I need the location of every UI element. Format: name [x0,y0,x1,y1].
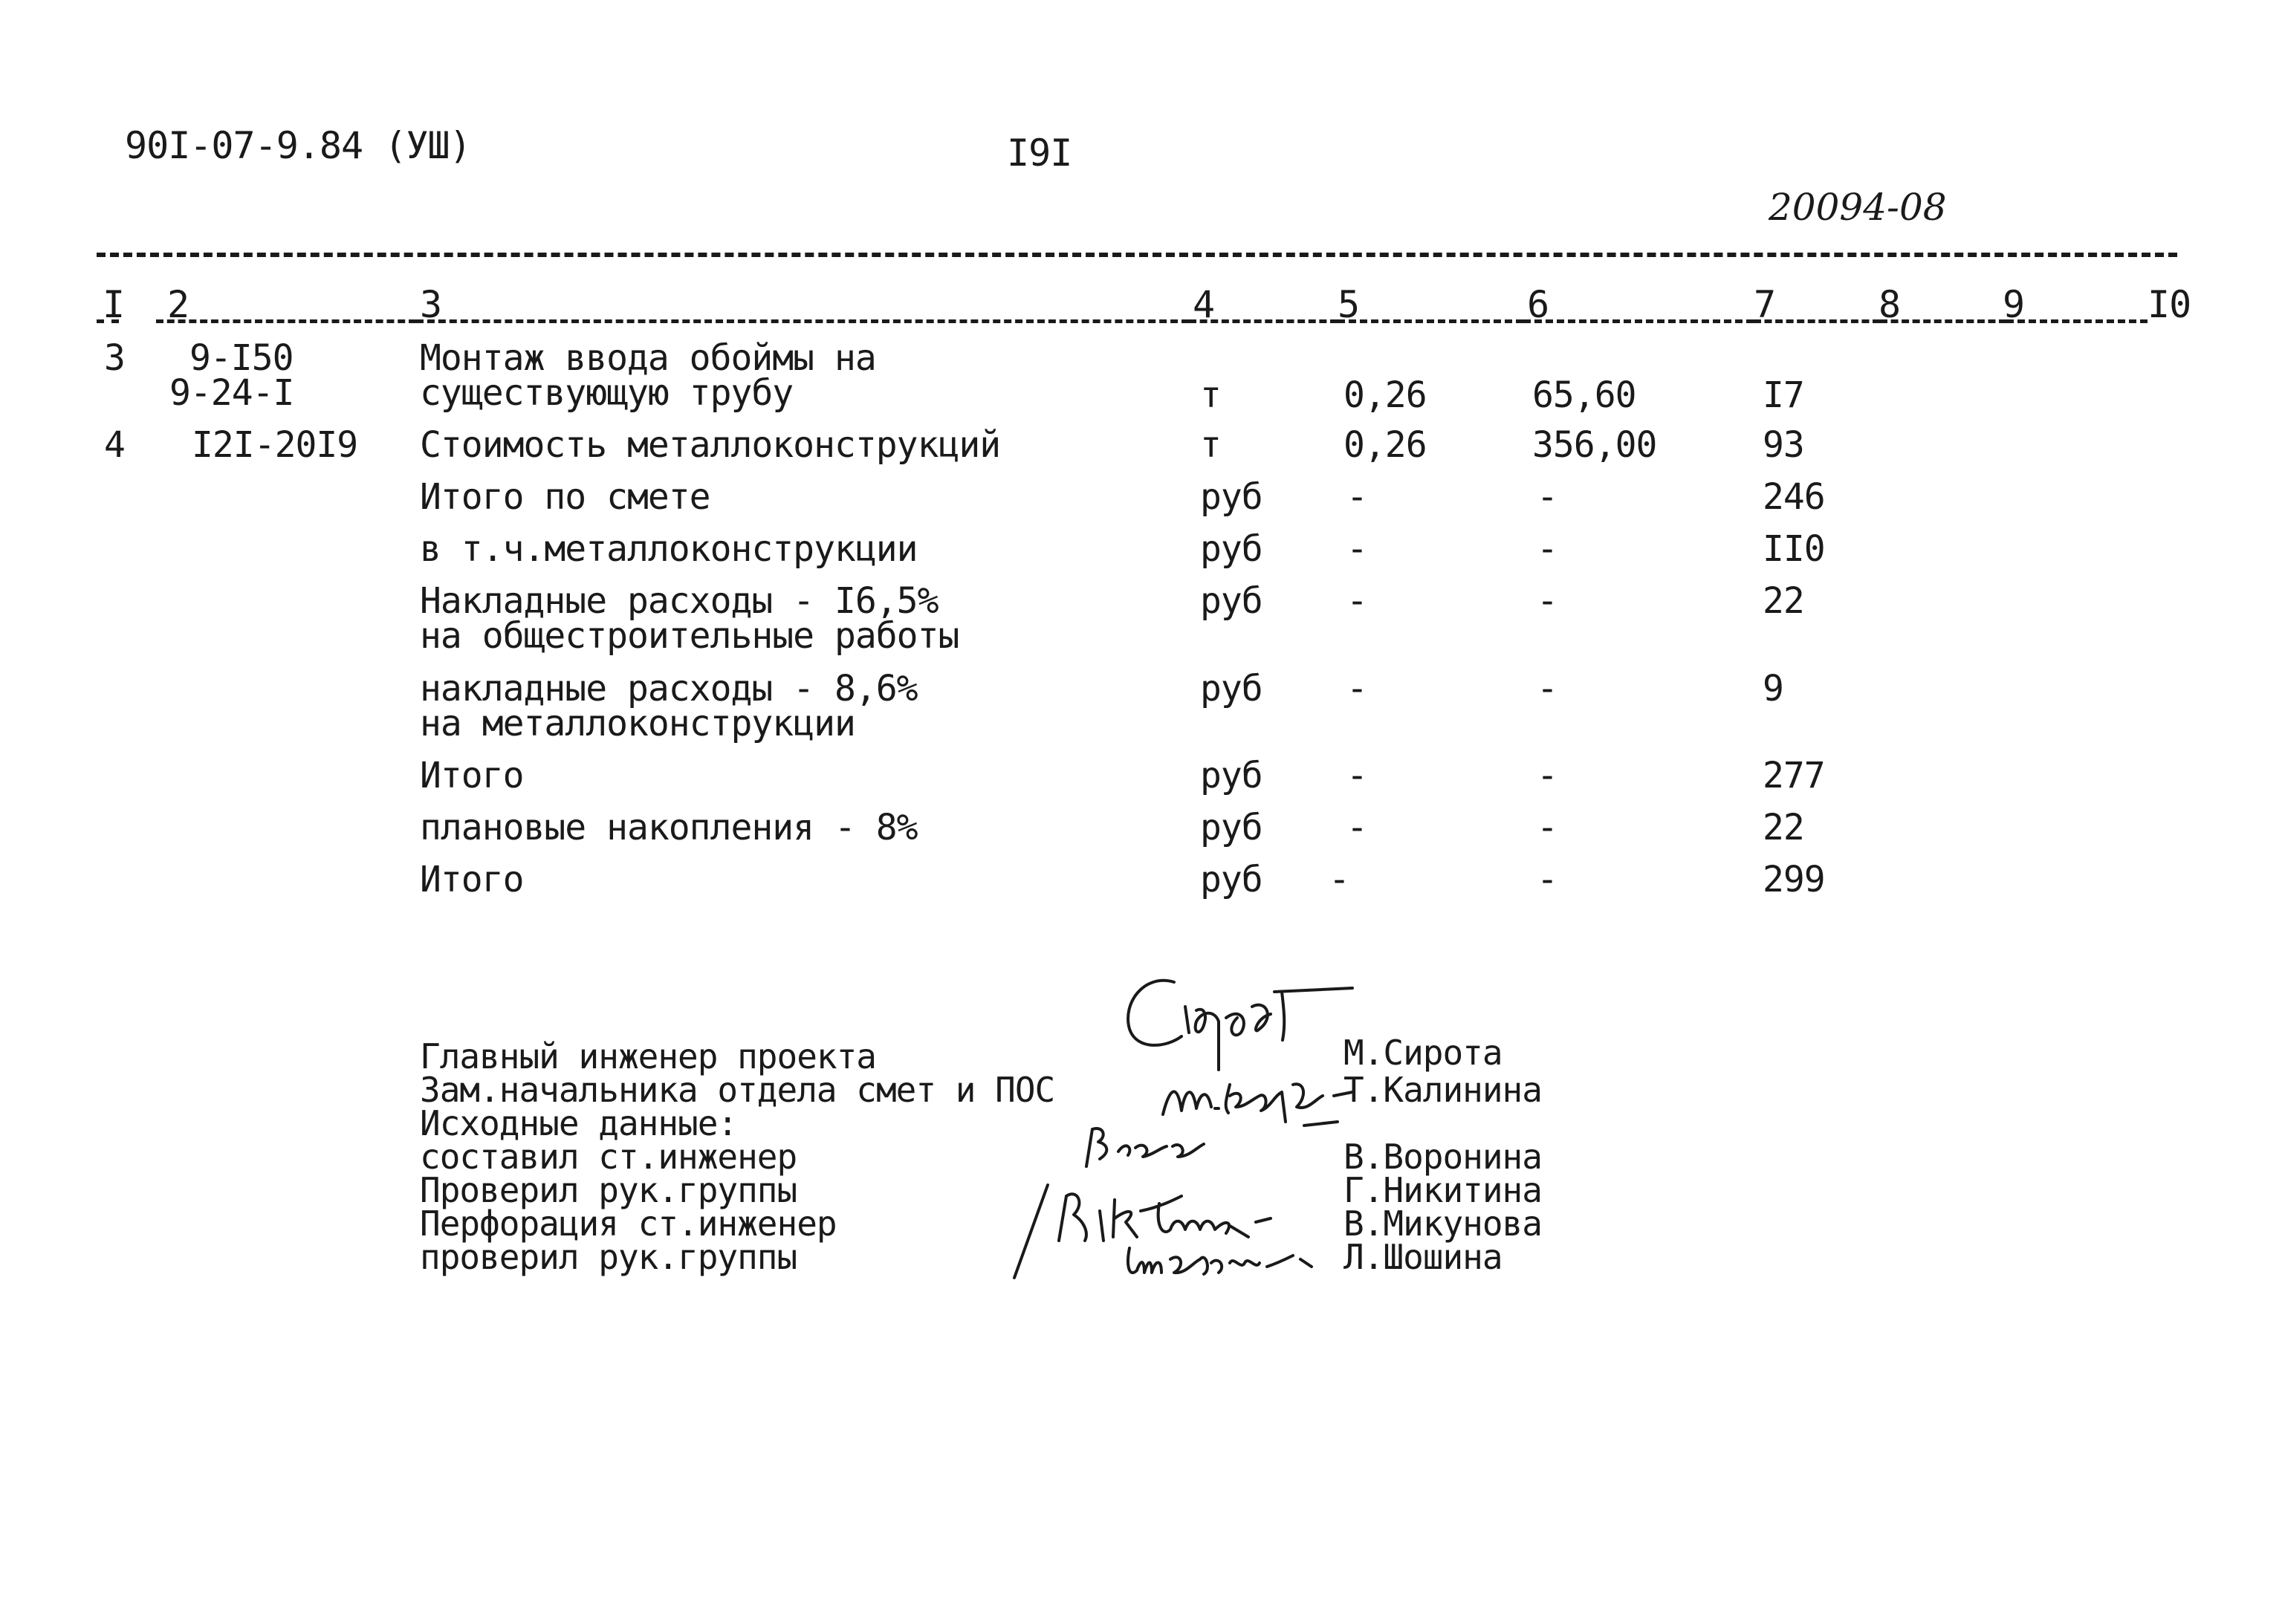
row-unit-price: - [1537,580,1557,622]
page-number: I9I [1007,131,1072,175]
row-description: Стоимость металлоконструкций [420,424,1001,466]
row-quantity: - [1346,476,1367,518]
row-unit-price: - [1537,807,1557,848]
col-6-label: 6 [1527,283,1549,326]
row-unit: руб [1200,755,1262,796]
header-dash-3 [416,319,1189,323]
signer-role: проверил рук.группы [420,1237,797,1277]
col-8-label: 8 [1879,283,1901,326]
signer-role: Перфорация ст.инженер [420,1204,837,1244]
signer-name: В.Воронина [1343,1137,1542,1177]
signer-role: Проверил рук.группы [420,1170,797,1210]
row-quantity: 0,26 [1343,374,1427,416]
col-3-label: 3 [420,283,442,326]
archive-number: 20094-08 [1769,186,1947,229]
row-total: 277 [1763,755,1825,796]
signer-name: Л.Шошина [1343,1237,1503,1277]
header-dash-9 [2006,319,2148,323]
row-description: плановые накопления - 8% [420,807,918,848]
header-dash-1 [97,319,119,323]
row-description: Итого [420,755,524,796]
row-quantity: - [1346,668,1367,709]
signature-voronina [1077,1118,1226,1174]
row-total: 246 [1763,476,1825,518]
col-2-label: 2 [167,283,189,326]
header-dash-6 [1523,319,1754,323]
col-5-label: 5 [1338,283,1360,326]
row-unit-price: 356,00 [1532,424,1657,466]
signer-role: Зам.начальника отдела смет и ПОС [420,1070,1055,1110]
row-unit-price: - [1537,476,1557,518]
row-num: 4 [104,424,125,466]
signer-name: В.Микунова [1343,1204,1542,1244]
row-unit-price: 65,60 [1532,374,1636,416]
col-1-label: I [103,283,125,326]
header-dash-4 [1189,319,1338,323]
row-unit: т [1200,374,1221,416]
col-10-label: I0 [2148,283,2191,326]
row-unit-price: - [1537,755,1557,796]
row-unit: руб [1200,859,1262,900]
row-quantity: - [1346,755,1367,796]
row-unit: руб [1200,807,1262,848]
row-description-2: на металлоконструкции [420,703,855,744]
signature-shoshina [1118,1230,1319,1289]
row-unit-price: - [1537,668,1557,709]
row-total: 299 [1763,859,1825,900]
row-total: 22 [1763,807,1804,848]
row-unit: руб [1200,528,1262,570]
row-description-2: на общестроительные работы [420,615,959,657]
row-description: Накладные расходы - I6,5% [420,580,939,622]
signer-name: М.Сирота [1343,1033,1503,1073]
col-7-label: 7 [1754,283,1776,326]
row-quantity: - [1346,528,1367,570]
row-total: 22 [1763,580,1804,622]
signer-name: Т.Калинина [1343,1070,1542,1110]
row-code-2: 9-24-I [169,372,294,414]
row-total: 9 [1763,668,1783,709]
row-code: I2I-20I9 [192,424,358,466]
row-unit-price: - [1537,859,1557,900]
row-quantity: - [1346,580,1367,622]
col-9-label: 9 [2003,283,2025,326]
row-unit: т [1200,424,1221,466]
row-unit: руб [1200,580,1262,622]
signer-role: Исходные данные: [420,1103,738,1143]
row-unit-price: - [1537,528,1557,570]
row-unit: руб [1200,476,1262,518]
row-description: в т.ч.металлоконструкции [420,528,918,570]
header-dash-2 [156,319,416,323]
signer-role: Главный инженер проекта [420,1036,876,1076]
row-unit: руб [1200,668,1262,709]
row-num: 3 [104,337,125,379]
row-quantity: - [1346,807,1367,848]
row-quantity: - [1329,859,1349,900]
row-total: I7 [1763,374,1804,416]
row-total: 93 [1763,424,1804,466]
header-dash-7 [1754,319,1880,323]
row-description-2: существующую трубу [420,372,794,414]
header-dash-8 [1880,319,2006,323]
header-dash-5 [1338,319,1523,323]
col-4-label: 4 [1193,283,1215,326]
row-code: 9-I50 [189,337,294,379]
row-quantity: 0,26 [1343,424,1427,466]
top-dashed-rule [97,253,2177,257]
row-description: Итого [420,859,524,900]
document-code: 90I-07-9.84 (УШ) [125,124,471,167]
signer-role: составил ст.инженер [420,1137,797,1177]
signer-name: Г.Никитина [1343,1170,1542,1210]
row-description: Итого по смете [420,476,710,518]
row-description: Монтаж ввода обоймы на [420,337,876,379]
row-total: II0 [1763,528,1825,570]
row-description: накладные расходы - 8,6% [420,668,918,709]
